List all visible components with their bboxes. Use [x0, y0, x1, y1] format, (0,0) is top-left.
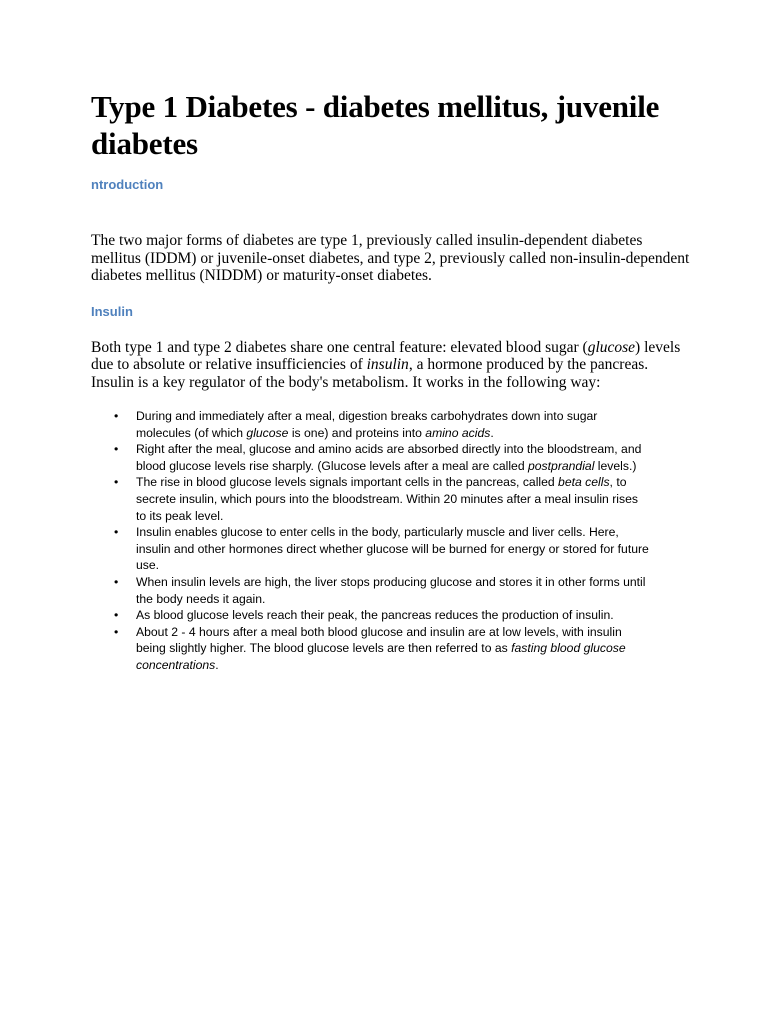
list-item: [91, 607, 651, 624]
list-item-text: When insulin levels are high, the liver stops producing glucose and stores it in other forms until the body needs it again.: [136, 574, 646, 606]
bullet-icon: •: [114, 574, 119, 589]
insulin-heading: Insulin: [91, 303, 133, 319]
list-item-text: , to secrete insulin, which pours into the bloodstream. Within 20 minutes after a meal insulin rises to its peak level.: [136, 475, 638, 523]
list-item-text: During and immediately after a meal, digestion breaks carbohydrates down into sugar molecules (of which: [136, 409, 598, 440]
insulin-paragraph-term-glucose: glucose: [587, 338, 636, 356]
bullet-icon: •: [114, 442, 119, 457]
list-item-term: glucose: [246, 425, 289, 440]
list-item-text: .: [490, 425, 494, 440]
list-item: [91, 441, 651, 474]
list-item: [91, 474, 651, 524]
bullet-icon: •: [114, 608, 119, 623]
introduction-paragraph: The two major forms of diabetes are type 1, previously called insulin-dependent diabetes mellitus (IDDM) or juvenile-onset diabetes, and type 2, previously called non-insulin-dependent diabetes mellitus (NIDDM) or maturity-onset diabetes.: [91, 232, 690, 284]
bullet-icon: •: [114, 624, 119, 639]
list-item: [91, 408, 651, 441]
bullet-icon: •: [114, 475, 119, 490]
insulin-paragraph-text: Both type 1 and type 2 diabetes share one central feature: elevated blood sugar (: [91, 338, 588, 356]
insulin-paragraph: [91, 339, 691, 392]
introduction-heading: ntroduction: [91, 177, 164, 192]
list-item-term: postprandial: [528, 458, 595, 473]
list-item: [91, 524, 651, 574]
insulin-paragraph-term-insulin: insulin: [366, 356, 409, 373]
list-item: [91, 574, 651, 607]
list-item: [91, 624, 651, 674]
insulin-paragraph-text: , a hormone produced by the pancreas. Insulin is a key regulator of the body's metabolism. It works in the following way:: [91, 356, 649, 391]
list-item-text: is one) and proteins into: [288, 425, 426, 440]
bullet-icon: •: [114, 525, 119, 540]
document-page: [91, 88, 691, 674]
list-item-text: As blood glucose levels reach their peak, the pancreas reduces the production of insulin.: [136, 608, 614, 623]
insulin-paragraph-text: ) levels due to absolute or relative insufficiencies of: [91, 338, 681, 373]
bullet-icon: •: [114, 409, 119, 423]
insulin-process-list: [91, 408, 651, 674]
document-title: Type 1 Diabetes - diabetes mellitus, juvenile diabetes: [91, 89, 660, 161]
list-item-term: beta cells: [558, 475, 610, 490]
list-item-text: Right after the meal, glucose and amino acids are absorbed directly into the bloodstream, and blood glucose levels rise sharply. (Glucose levels after a meal are called: [136, 442, 642, 473]
list-item-term: amino acids: [425, 425, 491, 440]
list-item-text: Insulin enables glucose to enter cells in the body, particularly muscle and liver cells. Here, insulin and other hormones direct whether glucose will be burned for energy or stored for future use.: [136, 525, 649, 573]
list-item-text: The rise in blood glucose levels signals important cells in the pancreas, called: [136, 475, 559, 490]
list-item-text: .: [215, 657, 219, 672]
list-item-text: About 2 - 4 hours after a meal both blood glucose and insulin are at low levels, with insulin being slightly higher. The blood glucose levels are then referred to as: [136, 624, 622, 656]
list-item-text: levels.): [594, 458, 637, 473]
list-item-term: fasting blood glucose concentrations: [136, 641, 626, 672]
